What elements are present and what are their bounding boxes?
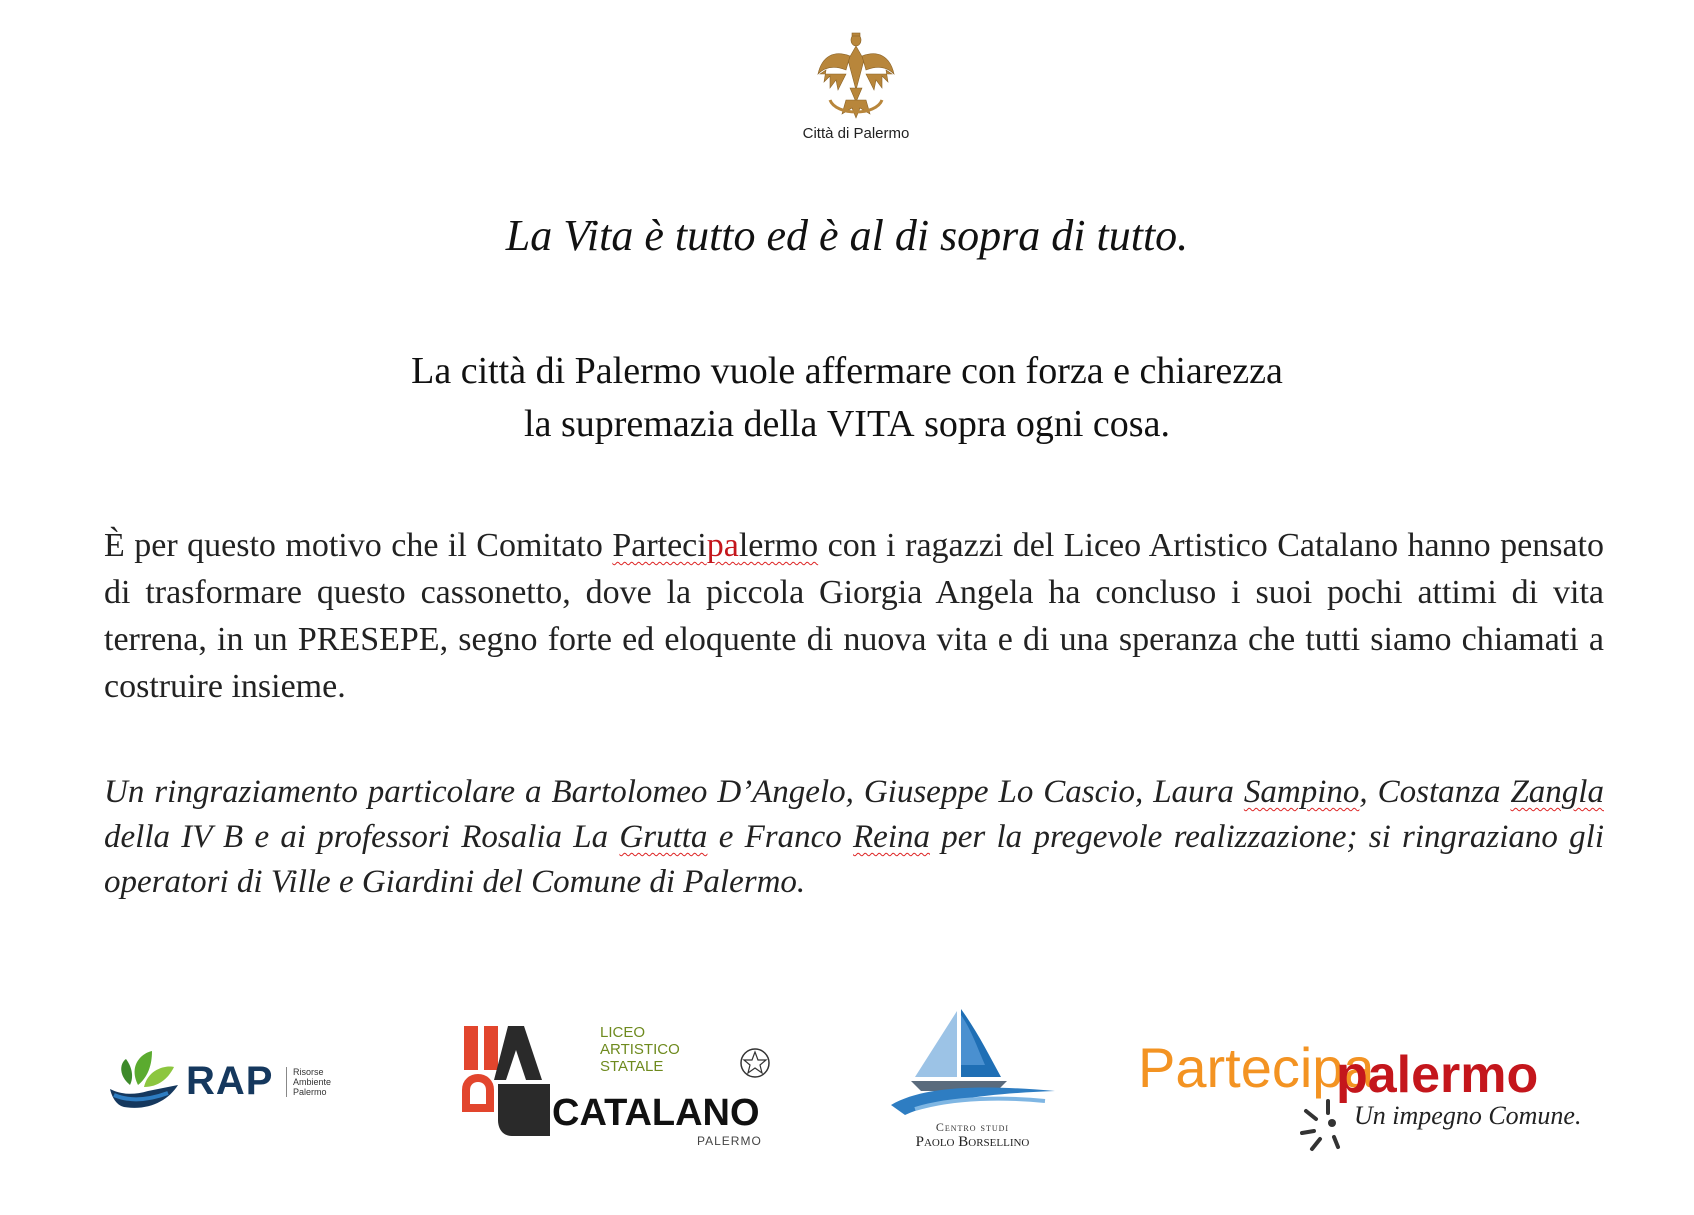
rap-logo xyxy=(108,1045,348,1120)
partecipalermo-logo xyxy=(1138,1035,1598,1155)
partecipalermo-word xyxy=(612,527,818,564)
intro-line-2-text: la supremazia della xyxy=(524,403,827,445)
name-sampino: Sampino xyxy=(1243,774,1360,810)
presepe-word: PRESEPE xyxy=(297,621,440,658)
catalano-mark-icon xyxy=(460,1020,560,1140)
body-paragraph xyxy=(104,522,1604,710)
leaf-hand-icon xyxy=(108,1045,184,1120)
intro-line-1: La città di Palermo vuole affermare con forza e chiarezza xyxy=(411,350,1283,392)
intro-statement xyxy=(0,345,1694,451)
eagle-crest-icon xyxy=(816,30,896,125)
vita-word: VITA xyxy=(826,403,915,445)
crest-caption: Città di Palermo xyxy=(802,125,910,142)
body-text-2: con i ragazzi del Liceo Artistico Catalano hanno pensato di trasformare questo cassonetto, dove la piccola Giorgia Angela ha concluso i suoi pochi attimi di vita terrena, in un xyxy=(104,527,1604,658)
sailboat-icon xyxy=(885,1005,1060,1120)
thanks-text-5: per la pregevole realizzazione; si ringraziano gli operatori di Ville e Giardini del Comune di Palermo. xyxy=(104,819,1604,900)
borsellino-line-2: Paolo Borsellino xyxy=(915,1134,1030,1150)
liceo-catalano-logo xyxy=(460,1020,780,1150)
burst-icon xyxy=(1298,1097,1358,1153)
city-crest xyxy=(786,30,926,165)
name-reina: Reina xyxy=(853,819,930,855)
thanks-text-1: Un ringraziamento particolare a Bartolomeo D’Angelo, Giuseppe Lo Cascio, Laura xyxy=(104,774,1244,810)
rap-name: RAP xyxy=(186,1059,274,1103)
palermo-text: palermo xyxy=(1336,1046,1539,1104)
word-part-b: pa xyxy=(706,527,739,564)
thanks-text-3: della IV B e ai professori Rosalia La xyxy=(104,819,620,855)
intro-line-2 xyxy=(0,398,1694,451)
borsellino-line-1: Centro studi xyxy=(935,1120,1010,1134)
italian-emblem-icon xyxy=(738,1046,772,1080)
body-text-3: , segno forte ed eloquente di nuova vita e di una speranza che tutti siamo chiamati a costruire insieme. xyxy=(104,621,1605,705)
body-text-1: È per questo motivo che il Comitato xyxy=(104,527,613,564)
rap-subtitle: Risorse Ambiente Palermo xyxy=(286,1067,353,1097)
name-zangla: Zangla xyxy=(1510,774,1604,810)
catalano-city: PALERMO xyxy=(697,1134,762,1148)
partecipa-tagline: Un impegno Comune. xyxy=(1354,1101,1582,1130)
partecipa-text: Partecipa xyxy=(1138,1036,1375,1099)
borsellino-logo xyxy=(885,1005,1065,1155)
name-grutta: Grutta xyxy=(619,819,708,855)
motto-heading: La Vita è tutto ed è al di sopra di tutto. xyxy=(505,211,1189,260)
thanks-paragraph xyxy=(104,770,1604,905)
intro-line-2-end: sopra ogni cosa. xyxy=(914,403,1170,445)
word-part-c: lermo xyxy=(738,527,819,564)
word-part-a: Parteci xyxy=(612,527,707,564)
catalano-name: CATALANO xyxy=(552,1092,760,1134)
thanks-text-2: , Costanza xyxy=(1359,774,1511,810)
catalano-vertical-text: LICEO ARTISTICO STATALE xyxy=(600,1024,680,1075)
thanks-text-4: e Franco xyxy=(707,819,854,855)
